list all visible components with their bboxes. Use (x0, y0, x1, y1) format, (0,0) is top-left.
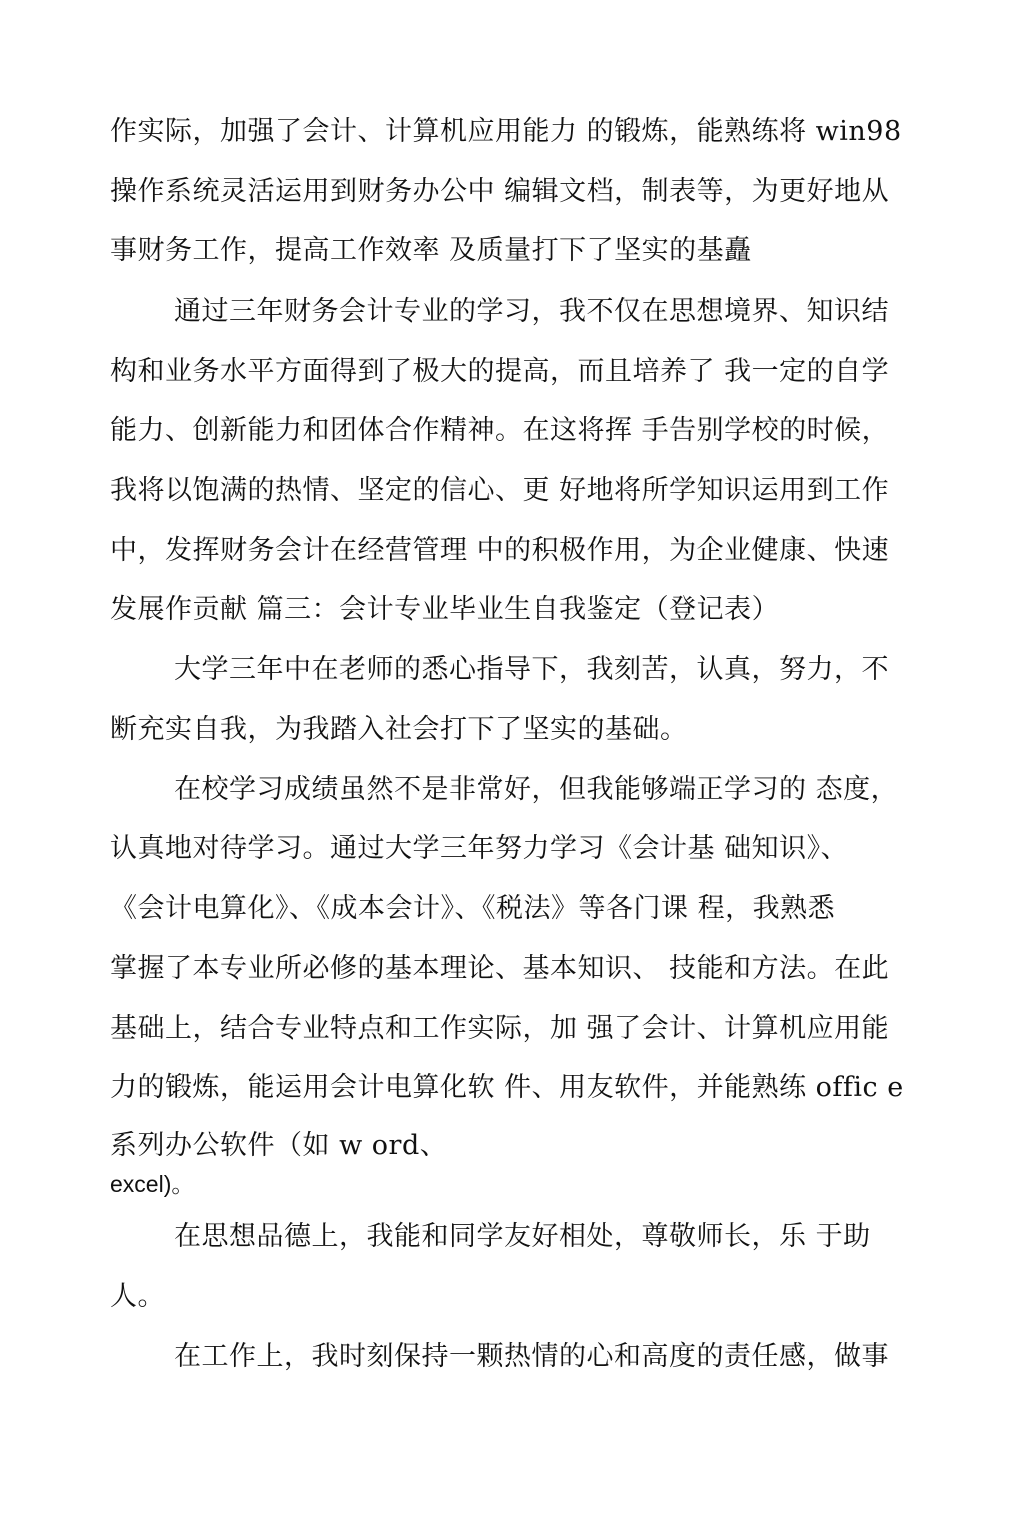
paragraph-first-line: 大学三年中在老师的悉心指导下，我刻苦，认真，努力，不 (174, 654, 889, 685)
text-line: 《会计电算化》、《成本会计》、《税法》等各门课 程，我熟悉 (110, 893, 836, 924)
paragraph-first-line: 在工作上，我时刻保持一颗热情的心和高度的责任感，做事 (174, 1341, 889, 1372)
text-line: 我将以饱满的热情、坚定的信心、更 好地将所学知识运用到工作 (110, 475, 890, 506)
text-line: 力的锻炼，能运用会计电算化软 件、用友软件，并能熟练 offic e (110, 1072, 904, 1103)
text-line: 断充实自我，为我踏入社会打下了坚实的基础。 (110, 714, 688, 745)
text-line: 掌握了本专业所必修的基本理论、基本知识、 技能和方法。在此 (110, 953, 890, 984)
paragraph-first-line: 在思想品德上，我能和同学友好相处，尊敬师长，乐 于助 (174, 1221, 871, 1252)
text-line: 能力、创新能力和团体合作精神。在这将挥 手告别学校的时候， (110, 415, 890, 446)
paragraph-first-line: 通过三年财务会计专业的学习，我不仅在思想境界、知识结 (174, 296, 889, 327)
text-line: 基础上，结合专业特点和工作实际，加 强了会计、计算机应用能 (110, 1013, 890, 1044)
section-heading-line: 发展作贡献 篇三：会计专业毕业生自我鉴定（登记表） (110, 594, 780, 625)
text-line: 认真地对待学习。通过大学三年努力学习《会计基 础知识》、 (110, 833, 849, 864)
text-line: 构和业务水平方面得到了极大的提高，而且培养了 我一定的自学 (110, 356, 890, 387)
paragraph-first-line: 在校学习成绩虽然不是非常好，但我能够端正学习的 态度， (174, 774, 899, 805)
text-line: 操作系统灵活运用到财务办公中 编辑文档，制表等，为更好地从 (110, 176, 890, 207)
text-line: 作实际，加强了会计、计算机应用能力 的锻炼，能熟练将 win98 (110, 116, 902, 147)
text-line: 事财务工作，提高工作效率 及质量打下了坚实的基矗 (110, 235, 752, 266)
text-line: 中，发挥财务会计在经营管理 中的积极作用，为企业健康、快速 (110, 535, 890, 566)
text-line: 人。 (110, 1281, 165, 1312)
text-line: excel)。 (110, 1171, 195, 1197)
text-line: 系列办公软件（如 w ord、 (110, 1130, 448, 1161)
